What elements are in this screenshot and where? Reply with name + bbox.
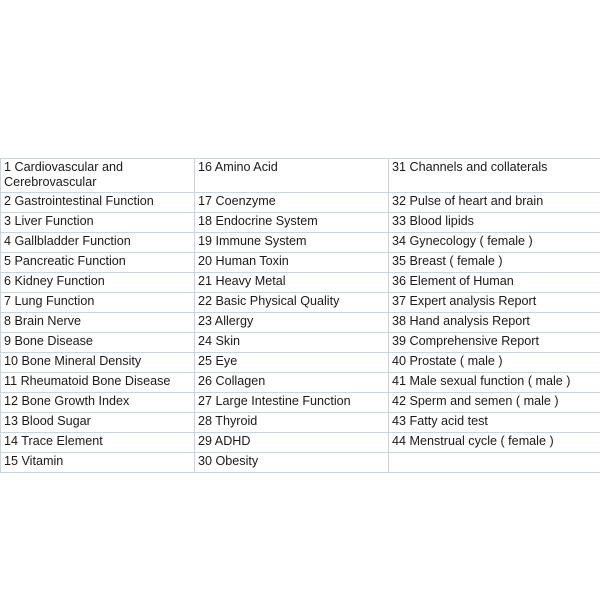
table-row xyxy=(1,253,600,273)
table-header-row xyxy=(1,150,600,159)
table-cell: 29 ADHD xyxy=(195,433,389,453)
table-cell: 15 Vitamin xyxy=(1,453,195,473)
table-row xyxy=(1,453,600,473)
table-header-cell-1 xyxy=(1,150,195,159)
table-row xyxy=(1,393,600,413)
table-cell: 1 Cardiovascular and Cerebrovascular xyxy=(1,159,195,193)
items-table xyxy=(0,149,600,473)
table-cell: 42 Sperm and semen ( male ) xyxy=(389,393,600,413)
table-cell: 26 Collagen xyxy=(195,373,389,393)
table-cell: 43 Fatty acid test xyxy=(389,413,600,433)
table-cell: 4 Gallbladder Function xyxy=(1,233,195,253)
table-cell: 16 Amino Acid xyxy=(195,159,389,193)
table-row xyxy=(1,373,600,393)
table-cell-empty xyxy=(389,453,600,473)
table-cell: 40 Prostate ( male ) xyxy=(389,353,600,373)
table-cell: 37 Expert analysis Report xyxy=(389,293,600,313)
table-row xyxy=(1,413,600,433)
table-cell: 31 Channels and collaterals xyxy=(389,159,600,193)
table-cell: 21 Heavy Metal xyxy=(195,273,389,293)
table-row xyxy=(1,159,600,193)
table-row xyxy=(1,353,600,373)
table-cell: 13 Blood Sugar xyxy=(1,413,195,433)
table-cell: 12 Bone Growth Index xyxy=(1,393,195,413)
table-cell: 22 Basic Physical Quality xyxy=(195,293,389,313)
table-cell: 23 Allergy xyxy=(195,313,389,333)
table-cell: 33 Blood lipids xyxy=(389,213,600,233)
table-cell: 11 Rheumatoid Bone Disease xyxy=(1,373,195,393)
table-header-cell-2 xyxy=(195,150,389,159)
table-cell: 9 Bone Disease xyxy=(1,333,195,353)
table-row xyxy=(1,213,600,233)
table-cell: 19 Immune System xyxy=(195,233,389,253)
table-row xyxy=(1,313,600,333)
table-cell: 38 Hand analysis Report xyxy=(389,313,600,333)
table-header-cell-3 xyxy=(389,150,600,159)
table-row xyxy=(1,333,600,353)
table-row xyxy=(1,233,600,253)
table-row xyxy=(1,433,600,453)
table-cell: 35 Breast ( female ) xyxy=(389,253,600,273)
table-cell: 41 Male sexual function ( male ) xyxy=(389,373,600,393)
table-cell: 10 Bone Mineral Density xyxy=(1,353,195,373)
table-cell: 6 Kidney Function xyxy=(1,273,195,293)
table-cell: 36 Element of Human xyxy=(389,273,600,293)
table-cell: 34 Gynecology ( female ) xyxy=(389,233,600,253)
table-cell: 2 Gastrointestinal Function xyxy=(1,193,195,213)
table-cell: 8 Brain Nerve xyxy=(1,313,195,333)
table-body xyxy=(1,150,600,473)
table-row xyxy=(1,273,600,293)
table-cell: 17 Coenzyme xyxy=(195,193,389,213)
table-cell: 25 Eye xyxy=(195,353,389,373)
table-cell: 24 Skin xyxy=(195,333,389,353)
table-cell: 32 Pulse of heart and brain xyxy=(389,193,600,213)
table-row xyxy=(1,193,600,213)
table-cell: 20 Human Toxin xyxy=(195,253,389,273)
table-cell: 39 Comprehensive Report xyxy=(389,333,600,353)
table-cell: 3 Liver Function xyxy=(1,213,195,233)
table-cell: 30 Obesity xyxy=(195,453,389,473)
items-table-wrapper xyxy=(0,149,600,473)
table-cell: 44 Menstrual cycle ( female ) xyxy=(389,433,600,453)
table-cell: 5 Pancreatic Function xyxy=(1,253,195,273)
table-cell: 7 Lung Function xyxy=(1,293,195,313)
table-row xyxy=(1,293,600,313)
table-cell: 18 Endocrine System xyxy=(195,213,389,233)
table-cell: 28 Thyroid xyxy=(195,413,389,433)
table-cell: 14 Trace Element xyxy=(1,433,195,453)
table-cell: 27 Large Intestine Function xyxy=(195,393,389,413)
